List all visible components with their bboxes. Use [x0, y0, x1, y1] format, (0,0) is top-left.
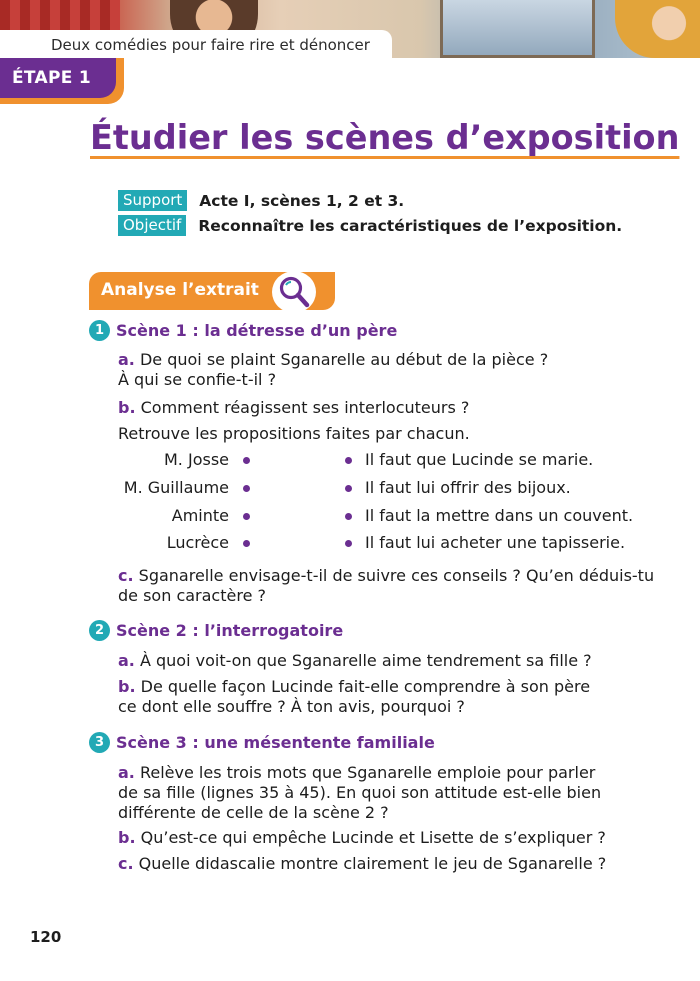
match-proposition: Il faut lui offrir des bijoux. — [365, 478, 571, 497]
question-letter: a. — [118, 350, 135, 369]
question-text: Sganarelle envisage-t-il de suivre ces conseils ? Qu’en déduis-tu — [138, 566, 655, 585]
objectif-value: Reconnaître les caractéristiques de l’exposition. — [198, 216, 623, 235]
support-row — [118, 190, 404, 211]
analyse-header — [89, 272, 335, 310]
match-proposition: Il faut que Lucinde se marie. — [365, 450, 594, 469]
section-number: 2 — [89, 620, 110, 641]
match-name-lucrece: Lucrèce — [166, 533, 229, 552]
match-dot-right[interactable] — [345, 485, 352, 492]
question-text: De quoi se plaint Sganarelle au début de la pièce ? — [139, 350, 549, 369]
question-3b — [118, 828, 658, 848]
match-dot-right[interactable] — [345, 540, 352, 547]
section-2-header — [89, 620, 343, 641]
match-dot-left[interactable] — [243, 513, 250, 520]
match-dot-left[interactable] — [243, 485, 250, 492]
match-dot-right[interactable] — [345, 513, 352, 520]
character-illustration — [615, 0, 700, 58]
match-proposition: Il faut lui acheter une tapisserie. — [365, 533, 626, 552]
question-text: Quelle didascalie montre clairement le jeu de Sganarelle ? — [138, 854, 607, 873]
question-1c — [118, 566, 658, 606]
page-number: 120 — [30, 928, 62, 946]
match-dot-left[interactable] — [243, 457, 250, 464]
section-3-header — [89, 732, 435, 753]
question-text: À quoi voit-on que Sganarelle aime tendrement sa fille ? — [139, 651, 592, 670]
match-proposition: Il faut la mettre dans un couvent. — [365, 506, 634, 525]
step-badge-label: ÉTAPE 1 — [0, 58, 116, 98]
question-3c — [118, 854, 658, 874]
chapter-subject: Deux comédies pour faire rire et dénoncer — [0, 30, 392, 60]
question-3a — [118, 763, 658, 823]
question-text: Comment réagissent ses interlocuteurs ? — [140, 398, 470, 417]
objectif-row — [118, 215, 622, 236]
match-name-aminte: Aminte — [171, 506, 229, 525]
question-letter: b. — [118, 677, 136, 696]
question-1b — [118, 398, 658, 418]
question-letter: b. — [118, 828, 136, 847]
analyse-label: Analyse l’extrait — [101, 280, 259, 300]
question-letter: a. — [118, 763, 135, 782]
question-text-line3: différente de celle de la scène 2 ? — [118, 803, 389, 822]
section-title: Scène 1 : la détresse d’un père — [116, 321, 398, 340]
question-letter: b. — [118, 398, 136, 417]
page-title: Étudier les scènes d’exposition — [90, 118, 680, 157]
question-letter: a. — [118, 651, 135, 670]
objectif-tag: Objectif — [118, 215, 186, 236]
question-2a — [118, 651, 658, 671]
question-letter: c. — [118, 854, 134, 873]
question-text-line2: Retrouve les propositions faites par chacun. — [118, 424, 470, 443]
question-text: De quelle façon Lucinde fait-elle comprendre à son père — [140, 677, 591, 696]
match-dot-left[interactable] — [243, 540, 250, 547]
section-1-header — [89, 320, 397, 341]
question-1b-instruction — [118, 424, 658, 444]
section-title: Scène 3 : une mésentente familiale — [116, 733, 435, 752]
match-name-guillaume: M. Guillaume — [123, 478, 229, 497]
question-text-line2: de sa fille (lignes 35 à 45). En quoi son attitude est-elle bien — [118, 783, 602, 802]
question-1a — [118, 350, 658, 390]
window-illustration — [440, 0, 595, 58]
match-name-josse: M. Josse — [164, 450, 229, 469]
support-tag: Support — [118, 190, 187, 211]
support-value: Acte I, scènes 1, 2 et 3. — [199, 191, 405, 210]
question-letter: c. — [118, 566, 134, 585]
step-badge — [0, 58, 124, 104]
section-title: Scène 2 : l’interrogatoire — [116, 621, 344, 640]
section-number: 1 — [89, 320, 110, 341]
match-dot-right[interactable] — [345, 457, 352, 464]
question-2b — [118, 677, 658, 717]
question-text-line2: de son caractère ? — [118, 586, 266, 605]
magnifier-icon — [272, 271, 316, 313]
question-text-line2: ce dont elle souffre ? À ton avis, pourquoi ? — [118, 697, 465, 716]
question-text-line2: À qui se confie-t-il ? — [118, 370, 277, 389]
question-text: Relève les trois mots que Sganarelle emploie pour parler — [139, 763, 596, 782]
section-number: 3 — [89, 732, 110, 753]
question-text: Qu’est-ce qui empêche Lucinde et Lisette de s’expliquer ? — [140, 828, 606, 847]
